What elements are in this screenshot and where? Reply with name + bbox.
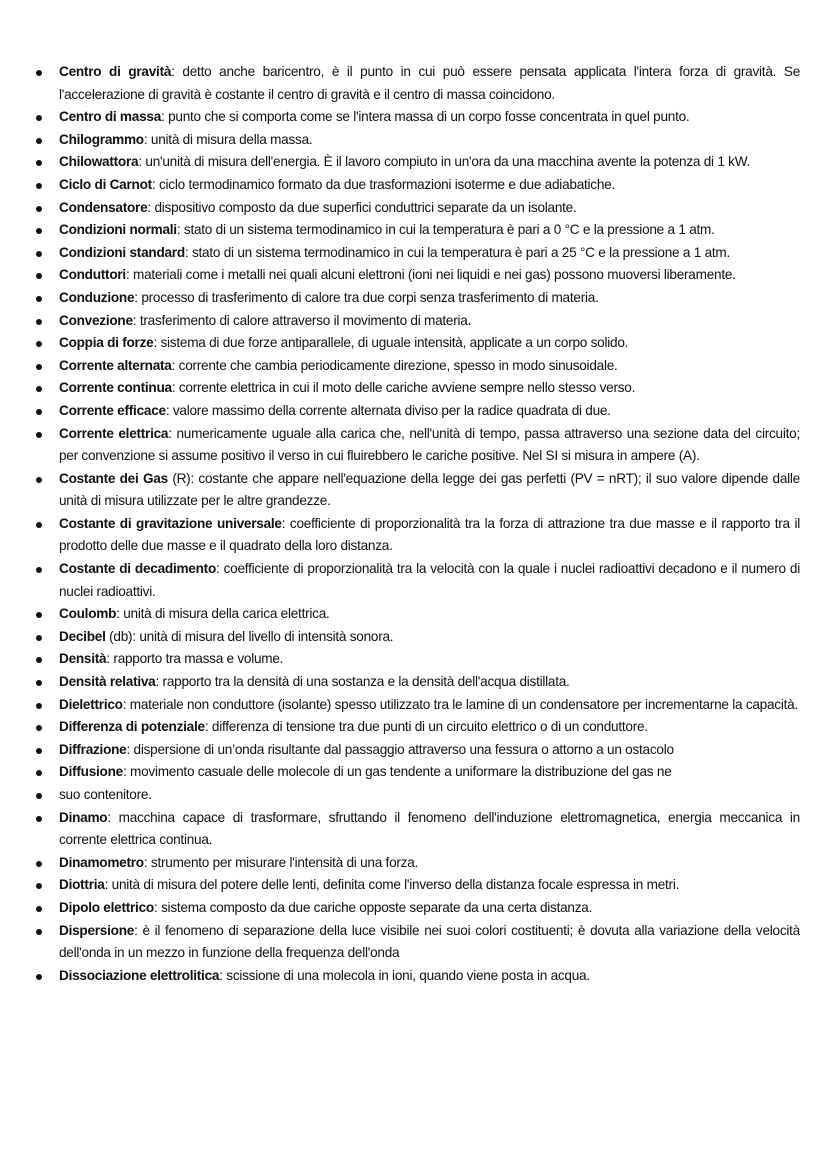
glossary-item <box>35 739 800 762</box>
glossary-definition: : differenza di tensione tra due punti di un circuito elettrico o di un conduttore. <box>204 719 648 735</box>
glossary-definition: : punto che si comporta come se l'intera massa di un corpo fosse concentrata in quel punto. <box>161 109 690 125</box>
glossary-item <box>35 264 800 287</box>
bullet-icon <box>36 183 42 189</box>
glossary-definition: : è il fenomeno di separazione della luce visibile nei suoi colori costituenti; è dovuta alla variazione della velocità dell'onda in un mezzo in funzione della frequenza dell'onda <box>59 922 800 961</box>
glossary-term: Condizioni normali <box>59 222 177 238</box>
glossary-term: Chilowattora <box>59 154 139 170</box>
glossary-item <box>35 310 800 333</box>
glossary-term: Convezione <box>59 312 133 328</box>
glossary-definition: (db): unità di misura del livello di intensità sonora. <box>105 628 394 644</box>
glossary-item <box>35 784 800 807</box>
bullet-icon <box>36 725 42 731</box>
glossary-item <box>35 197 800 220</box>
bullet-icon <box>36 160 42 166</box>
glossary-item <box>35 423 800 468</box>
bullet-icon <box>36 748 42 754</box>
glossary-item <box>35 377 800 400</box>
bullet-icon <box>36 319 42 325</box>
glossary-term: Condensatore <box>59 199 148 215</box>
glossary-item <box>35 626 800 649</box>
glossary-item <box>35 920 800 965</box>
glossary-term: Corrente alternata <box>59 357 172 373</box>
glossary-item <box>35 716 800 739</box>
glossary-term: Densità <box>59 651 107 667</box>
bullet-icon <box>36 432 42 438</box>
glossary-term: Decibel <box>59 628 106 644</box>
bullet-icon <box>36 567 42 573</box>
glossary-term: Conduzione <box>59 289 135 305</box>
glossary-definition: : sistema composto da due cariche opposte separate da una certa distanza. <box>153 899 593 915</box>
glossary-item <box>35 648 800 671</box>
glossary-definition: : unità di misura del potere delle lenti, definita come l'inverso della distanza focale espressa in metri. <box>104 877 680 893</box>
glossary-item <box>35 694 800 717</box>
glossary-definition: : unità di misura della carica elettrica. <box>116 606 330 622</box>
glossary-term: Dipolo elettrico <box>59 899 154 915</box>
glossary-term: Coulomb <box>59 606 117 622</box>
glossary-item <box>35 400 800 423</box>
glossary-definition: : ciclo termodinamico formato da due trasformazioni isoterme e due adiabatiche. <box>151 176 615 192</box>
glossary-term: Centro di gravità <box>59 64 172 79</box>
bullet-icon <box>36 680 42 686</box>
glossary-term: Dinamo <box>59 809 108 825</box>
glossary-item <box>35 897 800 920</box>
bullet-icon <box>36 861 42 867</box>
glossary-item <box>35 558 800 603</box>
glossary-term: Conduttori <box>59 267 126 283</box>
glossary-definition: : scissione di una molecola in ioni, quando viene posta in acqua. <box>219 967 590 983</box>
bullet-icon <box>36 477 42 483</box>
glossary-item <box>35 513 800 558</box>
bullet-icon <box>36 770 42 776</box>
glossary-term: Diffusione <box>59 764 123 780</box>
glossary-item <box>35 671 800 694</box>
glossary-definition: : sistema di due forze antiparallele, di uguale intensità, applicate a un corpo solido. <box>153 335 629 351</box>
bullet-icon <box>36 612 42 618</box>
glossary-item <box>35 219 800 242</box>
glossary-definition: : dispersione di un’onda risultante dal passaggio attraverso una fessura o attorno a un ostacolo <box>126 741 674 757</box>
glossary-definition: : unità di misura della massa. <box>143 131 313 147</box>
glossary-definition: : detto anche baricentro, è il punto in cui può essere pensata applicata l'intera forza di gravità. Se l'accelerazione di gravità è costante il centro di gravità e il centro di massa coincidono. <box>59 64 801 102</box>
glossary-term: Corrente elettrica <box>59 425 169 441</box>
bullet-icon <box>36 929 42 935</box>
glossary-item <box>35 852 800 875</box>
bullet-icon <box>36 793 42 799</box>
glossary-term: Chilogrammo <box>59 131 144 147</box>
bullet-icon <box>36 228 42 234</box>
glossary-term: Dispersione <box>59 922 135 938</box>
glossary-term: Costante di gravitazione universale <box>59 515 282 531</box>
glossary-item <box>35 287 800 310</box>
bullet-icon <box>36 341 42 347</box>
glossary-term: Corrente continua <box>59 380 172 396</box>
bullet-icon <box>36 115 42 121</box>
glossary-definition: : un'unità di misura dell'energia. È il lavoro compiuto in un'ora da una macchina avente la potenza di 1 kW. <box>138 154 751 170</box>
bullet-icon <box>36 206 42 212</box>
bullet-icon <box>36 138 42 144</box>
glossary-definition: : numericamente uguale alla carica che, nell'unità di tempo, passa attraverso una sezione data del circuito; per convenzione si assume positivo il verso in cui fluirebbero le cariche positive. Nel SI si misura in ampere (A). <box>59 425 800 464</box>
glossary-definition: : corrente che cambia periodicamente direzione, spesso in modo sinusoidale. <box>171 357 618 373</box>
bullet-icon <box>36 273 42 279</box>
bullet-icon <box>36 522 42 528</box>
bullet-icon <box>36 70 42 76</box>
glossary-term: Dissociazione elettrolitica <box>59 967 220 983</box>
glossary-term: Condizioni standard <box>59 244 185 260</box>
glossary-item <box>35 129 800 152</box>
bullet-icon <box>36 816 42 822</box>
glossary-definition: : rapporto tra massa e volume. <box>106 651 284 667</box>
glossary-term: Densità relativa <box>59 674 156 690</box>
glossary-term: Diottria <box>59 877 105 893</box>
glossary-term: Centro di massa <box>59 109 162 125</box>
glossary-list <box>35 61 800 987</box>
glossary-definition: : trasferimento di calore attraverso il movimento di materia. <box>132 312 472 328</box>
glossary-term: Dielettrico <box>59 696 123 712</box>
glossary-term: Coppia di forze <box>59 335 154 351</box>
bullet-icon <box>36 364 42 370</box>
glossary-definition: : movimento casuale delle molecole di un gas tendente a uniformare la distribuzione del gas ne <box>122 764 672 780</box>
glossary-term: Costante dei Gas <box>59 470 168 486</box>
glossary-definition: (R): costante che appare nell'equazione della legge dei gas perfetti (PV = nRT); il suo valore dipende dalle unità di misura utilizzate per le altre grandezze. <box>59 470 800 509</box>
glossary-item <box>35 874 800 897</box>
bullet-icon <box>36 703 42 709</box>
glossary-term: Differenza di potenziale <box>59 719 205 735</box>
glossary-item <box>35 242 800 265</box>
glossary-item <box>35 61 800 106</box>
glossary-term: Dinamometro <box>59 854 144 870</box>
glossary-term: Corrente efficace <box>59 402 166 418</box>
glossary-item <box>35 965 800 988</box>
glossary-definition: : coefficiente di proporzionalità tra la forza di attrazione tra due masse e il rapporto tra il prodotto delle due masse e il quadrato della loro distanza. <box>59 515 801 554</box>
glossary-definition: : stato di un sistema termodinamico in cui la temperatura è pari a 25 °C e la pressione a 1 atm. <box>184 244 731 260</box>
glossary-definition: : stato di un sistema termodinamico in cui la temperatura è pari a 0 °C e la pressione a 1 atm. <box>176 222 715 238</box>
glossary-item <box>35 355 800 378</box>
glossary-definition: : corrente elettrica in cui il moto delle cariche avviene sempre nello stesso verso. <box>171 380 636 396</box>
bullet-icon <box>36 883 42 889</box>
glossary-definition: : processo di trasferimento di calore tra due corpi senza trasferimento di materia. <box>134 289 599 305</box>
glossary-item <box>35 174 800 197</box>
glossary-item <box>35 151 800 174</box>
glossary-definition: : strumento per misurare l'intensità di una forza. <box>143 854 419 870</box>
bullet-icon <box>36 386 42 392</box>
glossary-definition: : dispositivo composto da due superfici conduttrici separate da un isolante. <box>147 199 577 215</box>
glossary-term: Costante di decadimento <box>59 561 217 577</box>
glossary-definition: : materiali come i metalli nei quali alcuni elettroni (ioni nei liquidi e nei gas) possono muoversi liberamente. <box>125 267 736 283</box>
bullet-icon <box>36 657 42 663</box>
glossary-definition: : valore massimo della corrente alternata diviso per la radice quadrata di due. <box>165 402 611 418</box>
glossary-definition: : macchina capace di trasformare, sfruttando il fenomeno dell'induzione elettromagnetica, energia meccanica in corrente elettrica continua. <box>59 809 800 848</box>
glossary-definition: : coefficiente di proporzionalità tra la velocità con la quale i nuclei radioattivi decadono e il numero di nuclei radioattivi. <box>59 561 800 599</box>
glossary-item <box>35 807 800 852</box>
glossary-term: Ciclo di Carnot <box>59 176 152 192</box>
glossary-definition: suo contenitore. <box>59 787 152 802</box>
glossary-term: Diffrazione <box>59 741 127 757</box>
glossary-item <box>35 106 800 129</box>
glossary-item <box>35 603 800 626</box>
glossary-item <box>35 468 800 513</box>
bullet-icon <box>36 635 42 641</box>
bullet-icon <box>36 251 42 257</box>
glossary-item <box>35 761 800 784</box>
bullet-icon <box>36 409 42 415</box>
glossary-item <box>35 332 800 355</box>
bullet-icon <box>36 906 42 912</box>
bullet-icon <box>36 296 42 302</box>
glossary-definition: : rapporto tra la densità di una sostanza e la densità dell'acqua distillata. <box>155 674 570 690</box>
bullet-icon <box>36 974 42 980</box>
glossary-definition: : materiale non conduttore (isolante) spesso utilizzato tra le lamine di un condensatore per incrementarne la capacità. <box>122 696 798 712</box>
